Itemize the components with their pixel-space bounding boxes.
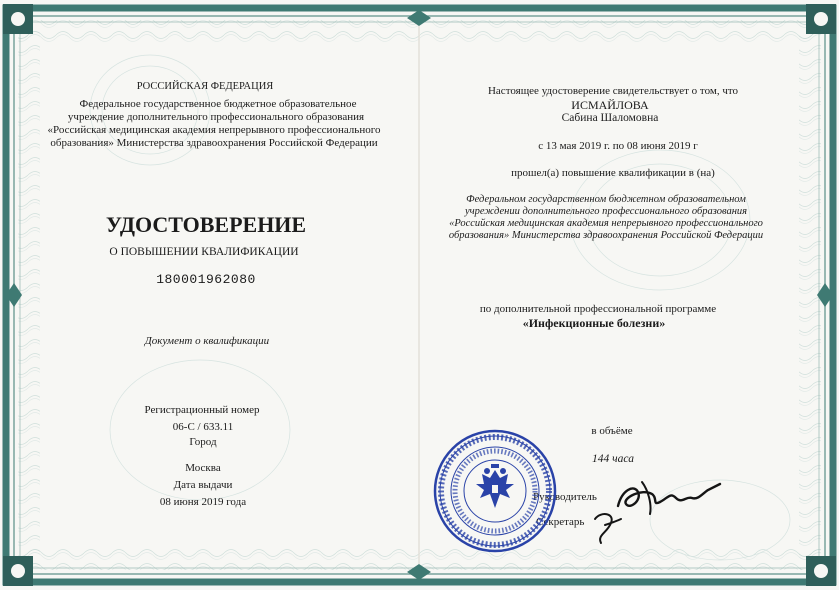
provider-org-line-1: Федеральном государственном бюджетном образовательном xyxy=(466,194,746,205)
secretary-signature xyxy=(587,505,627,547)
intro-text: Настоящее удостоверение свидетельствует о том, что xyxy=(487,85,739,97)
head-label: Руководитель xyxy=(533,491,597,503)
holder-surname: ИСМАЙЛОВА xyxy=(571,98,649,112)
city-label: Город xyxy=(189,436,217,448)
provider-org-line-4: образования» Министерства здравоохранения Российской Федерации xyxy=(448,230,764,241)
provider-org-line-3: «Российская медицинская академия непрерывного профессионального xyxy=(449,218,763,229)
training-period: с 13 мая 2019 г. по 08 июня 2019 г xyxy=(538,140,698,152)
passed-text: прошел(а) повышение квалификации в (на) xyxy=(511,167,715,179)
document-type: Документ о квалификации xyxy=(144,335,270,347)
issuer-org-line-1: Федеральное государственное бюджетное образовательное xyxy=(79,98,357,110)
registration-number: 06-С / 633.11 xyxy=(172,421,234,433)
issue-date: 08 июня 2019 года xyxy=(159,496,247,508)
holder-name: Сабина Шаломовна xyxy=(561,112,659,124)
issuer-org-line-3: «Российская медицинская академия непрерывного профессионального xyxy=(47,124,381,136)
document-title: УДОСТОВЕРЕНИЕ xyxy=(105,212,307,237)
certificate-number: 180001962080 xyxy=(156,272,256,287)
program-label: по дополнительной профессиональной программе xyxy=(479,303,717,315)
document-subtitle: О ПОВЫШЕНИИ КВАЛИФИКАЦИИ xyxy=(109,246,299,258)
secretary-label: Секретарь xyxy=(536,516,585,528)
provider-org-line-2: учреждении дополнительного профессионального образования xyxy=(464,206,748,217)
hours-value: 144 часа xyxy=(592,453,634,465)
issuer-org-line-4: образования» Министерства здравоохранения Российской Федерации xyxy=(50,137,378,149)
program-name: «Инфекционные болезни» xyxy=(522,316,666,330)
registration-label: Регистрационный номер xyxy=(144,404,260,416)
country-label: РОССИЙСКАЯ ФЕДЕРАЦИЯ xyxy=(136,81,274,92)
head-signature xyxy=(612,470,722,520)
issuer-org-line-2: учреждение дополнительного профессионального образования xyxy=(67,111,365,123)
city-value: Москва xyxy=(185,462,221,474)
issue-date-label: Дата выдачи xyxy=(173,479,233,491)
official-seal-stamp xyxy=(432,428,558,554)
volume-label: в объёме xyxy=(591,425,633,437)
